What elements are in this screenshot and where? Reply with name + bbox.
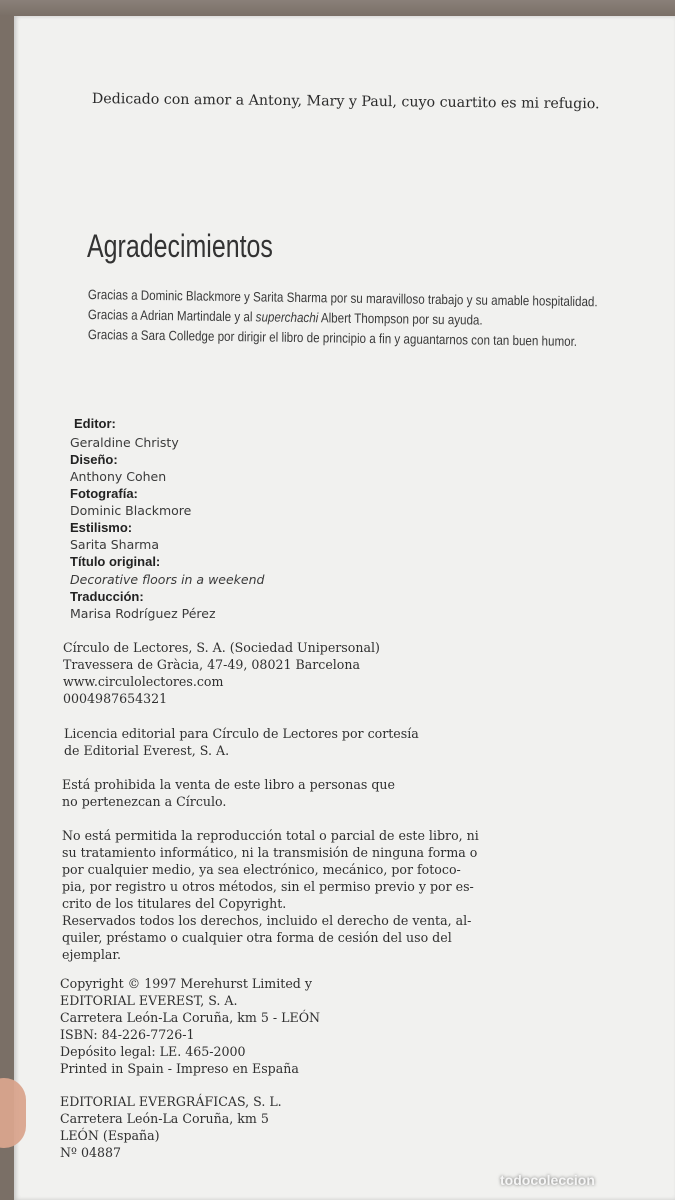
rights-line-4: pia, por registro u otros métodos, sin el permiso previo y por es- [62, 879, 474, 894]
printer-line-3: LEÓN (España) [60, 1128, 160, 1143]
credit-value-editor: Geraldine Christy [70, 435, 179, 450]
credit-label-photo: Fotografía: [70, 486, 138, 501]
copyright-line-4: ISBN: 84-226-7726-1 [60, 1027, 195, 1042]
rights-line-7: quiler, préstamo o cualquier otra forma de cesión del uso del [62, 930, 452, 945]
credit-value-design: Anthony Cohen [70, 469, 167, 484]
printer-line-2: Carretera León-La Coruña, km 5 [60, 1111, 269, 1126]
book-page [14, 16, 675, 1200]
credit-label-editor: Editor: [74, 416, 116, 431]
rights-line-6: Reservados todos los derechos, incluido el derecho de venta, al- [62, 913, 472, 928]
license-line-1: Licencia editorial para Círculo de Lectores por cortesía [64, 726, 419, 741]
acknowledgement-line-3: Gracias a Sara Colledge por dirigir el libro de principio a fin y aguantarnos con tan buen humor. [87, 327, 578, 349]
dedication-text: Dedicado con amor a Antony, Mary y Paul, cuyo cuartito es mi refugio. [91, 91, 600, 113]
ack-line-2-part-a: Gracias a Adrian Martindale y al [87, 307, 256, 325]
rights-line-8: ejemplar. [62, 947, 121, 962]
credit-label-styling: Estilismo: [70, 520, 133, 535]
ack-line-2-part-b: Albert Thompson por su ayuda. [318, 310, 483, 328]
finger-holding-page [0, 1078, 26, 1148]
credit-value-styling: Sarita Sharma [70, 537, 160, 552]
acknowledgement-line-1: Gracias a Dominic Blackmore y Sarita Sharma por su maravilloso trabajo y su amable hospitalidad. [87, 287, 598, 310]
ack-line-2-emphasis: superchachi [255, 309, 319, 326]
copyright-line-1: Copyright © 1997 Merehurst Limited y [60, 976, 312, 991]
page-top-edge [0, 0, 675, 16]
credit-label-design: Diseño: [70, 452, 118, 467]
credit-value-original-title: Decorative floors in a weekend [70, 572, 265, 587]
acknowledgements-title: Agradecimientos [87, 228, 273, 264]
copyright-line-5: Depósito legal: LE. 465-2000 [60, 1044, 246, 1059]
rights-line-2: su tratamiento informático, ni la transmisión de ninguna forma o [62, 845, 478, 860]
printer-line-4: Nº 04887 [60, 1145, 122, 1160]
printer-line-1: EDITORIAL EVERGRÁFICAS, S. L. [60, 1094, 282, 1109]
credit-value-photo: Dominic Blackmore [70, 503, 192, 518]
publisher-line-3: www.circulolectores.com [63, 674, 224, 689]
copyright-line-6: Printed in Spain - Impreso en España [60, 1061, 299, 1076]
publisher-line-4: 0004987654321 [63, 691, 168, 706]
credit-label-original-title: Título original: [70, 554, 161, 569]
rights-line-3: por cualquier medio, ya sea electrónico, mecánico, por fotoco- [62, 862, 461, 877]
publisher-line-2: Travessera de Gràcia, 47-49, 08021 Barcelona [63, 657, 361, 672]
prohibition-line-2: no pertenezcan a Círculo. [62, 794, 227, 809]
prohibition-line-1: Está prohibida la venta de este libro a personas que [62, 777, 395, 792]
credit-label-translation: Traducción: [70, 589, 144, 604]
credit-value-translation: Marisa Rodríguez Pérez [70, 606, 216, 621]
watermark: todocoleccion [500, 1172, 595, 1188]
publisher-line-1: Círculo de Lectores, S. A. (Sociedad Unipersonal) [63, 640, 380, 655]
acknowledgement-line-2 [88, 307, 483, 328]
rights-line-5: crito de los titulares del Copyright. [62, 896, 287, 911]
copyright-line-2: EDITORIAL EVEREST, S. A. [60, 993, 238, 1008]
license-line-2: de Editorial Everest, S. A. [64, 743, 230, 758]
copyright-line-3: Carretera León-La Coruña, km 5 - LEÓN [60, 1010, 321, 1025]
rights-line-1: No está permitida la reproducción total o parcial de este libro, ni [62, 828, 479, 843]
